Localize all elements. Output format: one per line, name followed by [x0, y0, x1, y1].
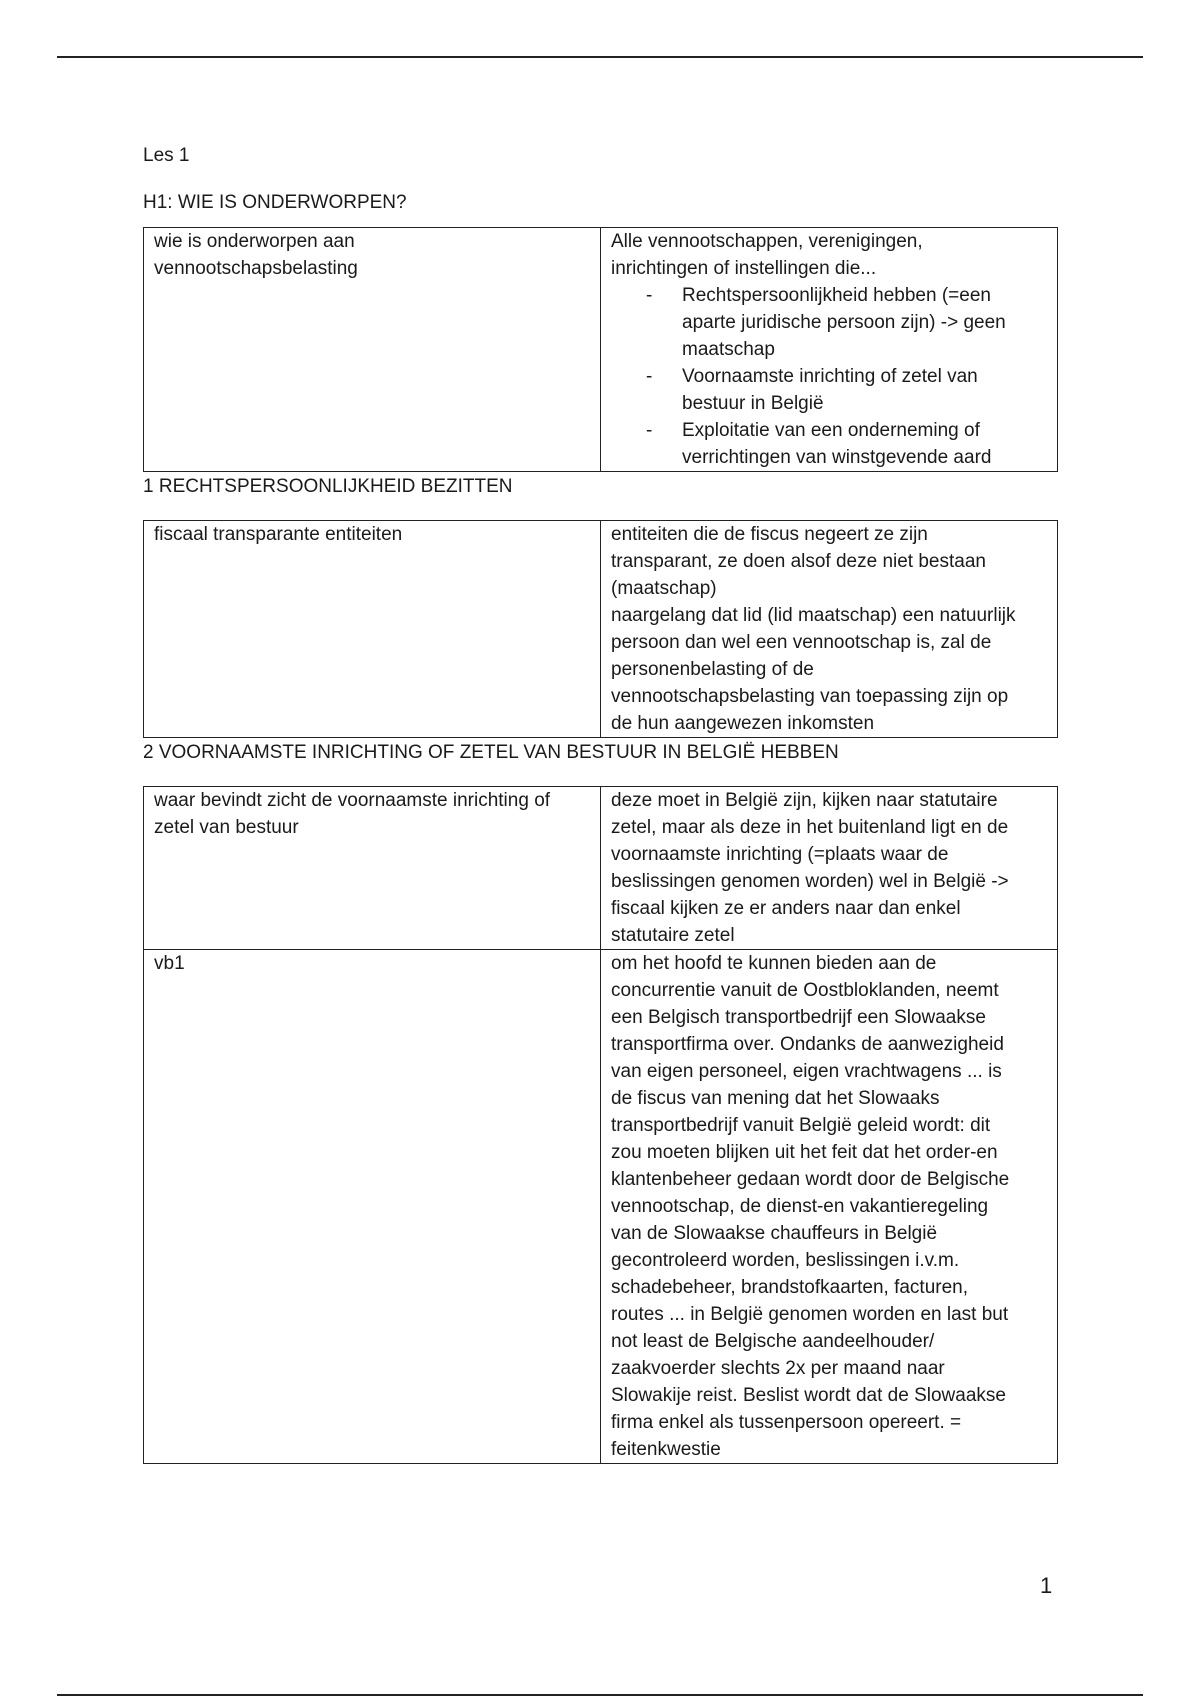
list-item-line: - Voornaamste inrichting of zetel van [682, 366, 978, 387]
cell-line: beslissingen genomen worden) wel in België -> [611, 871, 1009, 892]
cell-line: statutaire zetel [611, 925, 735, 946]
cell-line: persoon dan wel een vennootschap is, zal de [611, 632, 992, 653]
cell-line: Slowakije reist. Beslist wordt dat de Slowaakse [611, 1385, 1006, 1406]
cell-line: om het hoofd te kunnen bieden aan de [611, 953, 937, 974]
document-page [143, 142, 1058, 1464]
cell-line: vennootschap, de dienst-en vakantieregeling [611, 1196, 989, 1217]
table-cell-term [144, 521, 601, 738]
section-heading-2: 2 VOORNAAMSTE INRICHTING OF ZETEL VAN BESTUUR IN BELGIË HEBBEN [143, 742, 839, 763]
list-item [682, 282, 1047, 363]
cell-line: wie is onderworpen aan [154, 231, 355, 252]
lesson-title: Les 1 [143, 145, 190, 166]
section-heading-1: 1 RECHTSPERSOONLIJKHEID BEZITTEN [143, 476, 513, 497]
chapter-heading: H1: WIE IS ONDERWORPEN? [143, 192, 407, 213]
table-cell-example-label [144, 950, 601, 1464]
list-item-line: maatschap [682, 339, 775, 360]
list-item-line: aparte juridische persoon zijn) -> geen [682, 312, 1006, 333]
cell-line: voornaamste inrichting (=plaats waar de [611, 844, 949, 865]
cell-line: zetel, maar als deze in het buitenland ligt en de [611, 817, 1009, 838]
table-cell-definition [601, 521, 1058, 738]
page-number: 1 [1040, 1573, 1053, 1598]
cell-line: concurrentie vanuit de Oostbloklanden, neemt [611, 980, 999, 1001]
header-rule [57, 56, 1143, 58]
cell-line: transportbedrijf vanuit België geleid wordt: dit [611, 1115, 991, 1136]
cell-line: not least de Belgische aandeelhouder/ [611, 1331, 935, 1352]
cell-line: transportfirma over. Ondanks de aanwezigheid [611, 1034, 1004, 1055]
cell-line: zou moeten blijken uit het feit dat het order-en [611, 1142, 998, 1163]
list-item-line: - Exploitatie van een onderneming of [682, 420, 980, 441]
cell-line: Alle vennootschappen, verenigingen, [611, 231, 923, 252]
cell-line: deze moet in België zijn, kijken naar statutaire [611, 790, 998, 811]
footer-rule [57, 1694, 1143, 1696]
table-cell-question [144, 787, 601, 950]
table-subject-to-tax [143, 227, 1058, 472]
cell-line: klantenbeheer gedaan wordt door de Belgische [611, 1169, 1010, 1190]
list-item [682, 363, 1047, 417]
table-cell-example-text [601, 950, 1058, 1464]
cell-line: naargelang dat lid (lid maatschap) een natuurlijk [611, 605, 1016, 626]
cell-line: zaakvoerder slechts 2x per maand naar [611, 1358, 945, 1379]
list-item-line: - Rechtspersoonlijkheid hebben (=een [682, 285, 991, 306]
table-transparent-entities [143, 520, 1058, 738]
cell-line: personenbelasting of de [611, 659, 814, 680]
cell-line: vennootschapsbelasting van toepassing zijn op [611, 686, 1009, 707]
cell-line: fiscaal transparante entiteiten [154, 524, 403, 545]
cell-line: feitenkwestie [611, 1439, 721, 1460]
table-row [144, 521, 1058, 738]
table-cell-answer [601, 787, 1058, 950]
cell-line: van de Slowaakse chauffeurs in België [611, 1223, 938, 1244]
table-row [144, 787, 1058, 950]
cell-line: inrichtingen of instellingen die... [611, 258, 877, 279]
criteria-list [611, 282, 1047, 471]
cell-line: routes ... in België genomen worden en last but [611, 1304, 1009, 1325]
list-item [682, 417, 1047, 471]
cell-line: van eigen personeel, eigen vrachtwagens ... is [611, 1061, 1002, 1082]
cell-line: de hun aangewezen inkomsten [611, 713, 875, 734]
cell-line: schadebeheer, brandstofkaarten, facturen, [611, 1277, 969, 1298]
cell-line: gecontroleerd worden, beslissingen i.v.m. [611, 1250, 960, 1271]
cell-line: vb1 [154, 953, 185, 974]
cell-line: vennootschapsbelasting [154, 258, 358, 279]
table-cell-answer [601, 228, 1058, 472]
cell-line: een Belgisch transportbedrijf een Slowaakse [611, 1007, 986, 1028]
table-seat-of-management [143, 786, 1058, 1464]
cell-line: fiscaal kijken ze er anders naar dan enkel [611, 898, 961, 919]
cell-line: zetel van bestuur [154, 817, 299, 838]
table-row [144, 228, 1058, 472]
list-item-line: verrichtingen van winstgevende aard [682, 447, 992, 468]
cell-line: waar bevindt zicht de voornaamste inrichting of [154, 790, 551, 811]
cell-line: entiteiten die de fiscus negeert ze zijn [611, 524, 928, 545]
cell-line: (maatschap) [611, 578, 717, 599]
cell-line: transparant, ze doen alsof deze niet bestaan [611, 551, 986, 572]
table-cell-question [144, 228, 601, 472]
list-item-line: bestuur in België [682, 393, 824, 414]
cell-line: de fiscus van mening dat het Slowaaks [611, 1088, 940, 1109]
cell-line: firma enkel als tussenpersoon opereert. = [611, 1412, 962, 1433]
table-row [144, 950, 1058, 1464]
